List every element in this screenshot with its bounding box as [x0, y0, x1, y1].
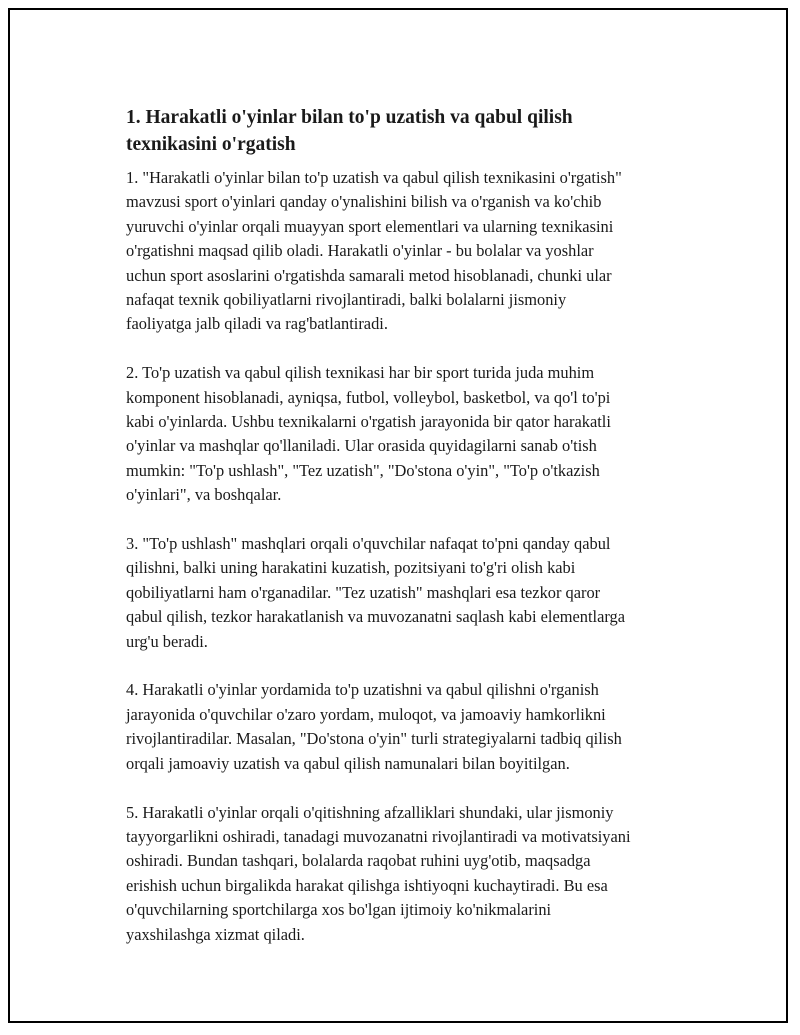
paragraph-5: 5. Harakatli o'yinlar orqali o'qitishning afzalliklari shundaki, ular jismoniy tayyorgarlikni oshiradi, tanadagi muvozanatni rivojlantiradi va motivatsiyani oshiradi. Bundan tashqari, bolalarda raqobat ruhini uyg'otib, maqsadga erishish uchun birgalikda harakat qilishga ishtiyoqni kuchaytiradi. Bu esa o'quvchilarning sportchilarga xos bo'lgan ijtimoiy ko'nikmalarini yaxshilashga xizmat qiladi. [126, 802, 631, 944]
paragraph-2: 2. To'p uzatish va qabul qilish texnikasi har bir sport turida juda muhim komponent hisoblanadi, ayniqsa, futbol, volleybol, basketbol, va qo'l to'pi kabi o'yinlarda. Ushbu texnikalarni o'rgatish jarayonida bir qator harakatli o'yinlar va mashqlar qo'llaniladi. Ular orasida quyidagilarni sanab o'tish mumkin: "To'p ushlash", "Tez uzatish", "Do'stona o'yin", "To'p o'tkazish o'yinlari", va boshqalar. [126, 363, 611, 505]
paragraph-1: 1. "Harakatli o'yinlar bilan to'p uzatish va qabul qilish texnikasini o'rgatish" mavzusi sport o'yinlari qanday o'ynalishini bilish va o'rganish va ko'chib yuruvchi o'yinlar orqali muayyan sport elementlari va ularning texnikasini o'rgatishni maqsad qilib oladi. Harakatli o'yinlar - bu bolalar va yoshlar uchun sport asoslarini o'rgatishda samarali metod hisoblanadi, chunki ular nafaqat texnik qobiliyatlarni rivojlantiradi, balki bolalarni jismoniy faoliyatga jalb qiladi va rag'batlantiradi. [126, 168, 622, 334]
document-title: 1. Harakatli o'yinlar bilan to'p uzatish va qabul qilish texnikasini o'rgatish [126, 107, 573, 155]
document-body [126, 104, 696, 971]
paragraph-4: 4. Harakatli o'yinlar yordamida to'p uzatishni va qabul qilishni o'rganish jarayonida o'quvchilar o'zaro yordam, muloqot, va jamoaviy hamkorlikni rivojlantiradilar. Masalan, "Do'stona o'yin" turli strategiyalarni tadbiq qilish orqali jamoaviy uzatish va qabul qilish namunalari bilan boyitilgan. [126, 680, 622, 773]
paragraph-3: 3. "To'p ushlash" mashqlari orqali o'quvchilar nafaqat to'pni qanday qabul qilishni, balki uning harakatini kuzatish, pozitsiyani to'g'ri olish kabi qobiliyatlarni ham o'rganadilar. "Tez uzatish" mashqlari esa tezkor qaror qabul qilish, tezkor harakatlanish va muvozanatni saqlash kabi elementlarga urg'u beradi. [126, 534, 625, 651]
page-frame [8, 8, 788, 1023]
